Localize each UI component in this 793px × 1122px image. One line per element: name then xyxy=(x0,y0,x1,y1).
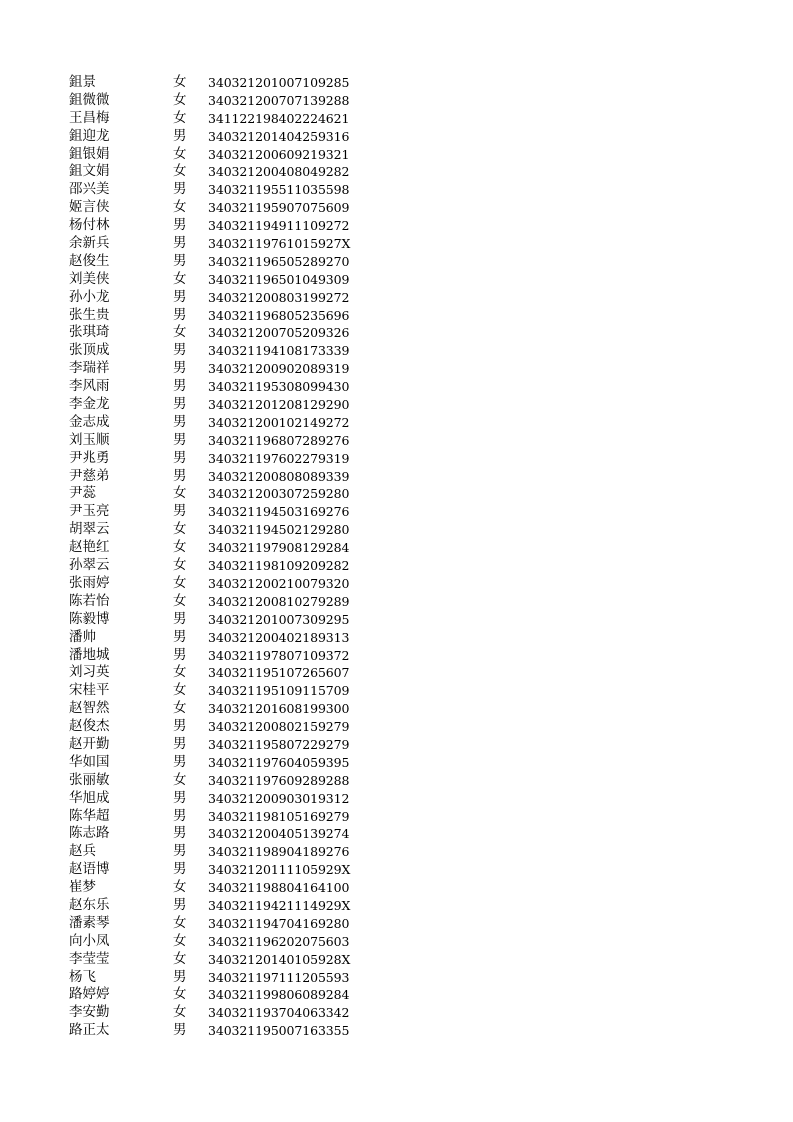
id-number-cell: 340321194108173339 xyxy=(208,343,350,359)
table-row xyxy=(0,503,793,521)
sex-cell: 男 xyxy=(173,843,187,860)
name-cell: 鉏景 xyxy=(69,74,96,90)
sex-cell: 男 xyxy=(173,610,187,627)
id-number-cell: 34032120140105928X xyxy=(208,951,351,967)
sex-cell: 男 xyxy=(173,861,187,878)
name-cell: 赵东乐 xyxy=(69,896,110,913)
name-cell: 孙小龙 xyxy=(69,288,110,305)
table-row xyxy=(0,378,793,396)
sex-cell: 男 xyxy=(173,181,187,198)
table-row xyxy=(0,718,793,736)
id-number-cell: 340321197609289288 xyxy=(208,772,350,788)
sex-cell: 女 xyxy=(173,986,187,1003)
table-row xyxy=(0,879,793,897)
sex-cell: 女 xyxy=(173,771,187,788)
name-cell: 李瑞祥 xyxy=(69,360,110,377)
name-cell: 赵俊生 xyxy=(69,252,110,269)
table-row xyxy=(0,808,793,826)
table-row xyxy=(0,647,793,665)
table-row xyxy=(0,736,793,754)
id-number-cell: 340321200810279289 xyxy=(208,593,350,609)
sex-cell: 男 xyxy=(173,288,187,305)
name-cell: 姬言侠 xyxy=(69,199,110,216)
table-row xyxy=(0,485,793,503)
sex-cell: 男 xyxy=(173,807,187,824)
name-cell: 张顶成 xyxy=(69,342,110,359)
sex-cell: 女 xyxy=(173,664,187,681)
id-number-cell: 340321200803199272 xyxy=(208,289,350,305)
table-row xyxy=(0,163,793,181)
sex-cell: 男 xyxy=(173,306,187,323)
sex-cell: 女 xyxy=(173,270,187,287)
sex-cell: 男 xyxy=(173,342,187,359)
id-number-cell: 340321200808089339 xyxy=(208,468,350,484)
name-cell: 张雨婷 xyxy=(69,574,110,591)
name-cell: 陈毅博 xyxy=(69,610,110,627)
id-number-cell: 340321194503169276 xyxy=(208,504,350,520)
name-cell: 潘素琴 xyxy=(69,914,110,931)
id-number-cell: 340321198904189276 xyxy=(208,844,350,860)
name-cell: 杨付林 xyxy=(69,217,110,234)
id-number-cell: 340321200408049282 xyxy=(208,164,350,180)
name-cell: 赵兵 xyxy=(69,843,96,860)
spreadsheet-table xyxy=(0,74,793,1040)
name-cell: 刘习英 xyxy=(69,664,110,681)
sex-cell: 女 xyxy=(173,199,187,216)
name-cell: 张生贵 xyxy=(69,306,110,323)
sex-cell: 女 xyxy=(173,592,187,609)
id-number-cell: 340321196202075603 xyxy=(208,933,350,949)
id-number-cell: 340321195511035598 xyxy=(208,182,350,198)
name-cell: 陈若怡 xyxy=(69,592,110,609)
sex-cell: 男 xyxy=(173,896,187,913)
name-cell: 余新兵 xyxy=(69,235,110,252)
id-number-cell: 340321196505289270 xyxy=(208,253,350,269)
name-cell: 李金龙 xyxy=(69,396,110,413)
id-number-cell: 34032119761015927X xyxy=(208,236,351,252)
sex-cell: 男 xyxy=(173,413,187,430)
name-cell: 鉏迎龙 xyxy=(69,127,110,144)
id-number-cell: 340321197807109372 xyxy=(208,647,350,663)
sex-cell: 女 xyxy=(173,574,187,591)
sex-cell: 女 xyxy=(173,914,187,931)
id-number-cell: 340321199806089284 xyxy=(208,987,350,1003)
id-number-cell: 34032120111105929X xyxy=(208,862,351,878)
id-number-cell: 340321195109115709 xyxy=(208,683,350,699)
id-number-cell: 340321201404259316 xyxy=(208,128,350,144)
table-row xyxy=(0,360,793,378)
name-cell: 华旭成 xyxy=(69,789,110,806)
name-cell: 赵智然 xyxy=(69,700,110,717)
id-number-cell: 340321195807229279 xyxy=(208,736,350,752)
id-number-cell: 340321197604059395 xyxy=(208,754,350,770)
table-row xyxy=(0,1004,793,1022)
id-number-cell: 340321201007109285 xyxy=(208,75,350,90)
sex-cell: 男 xyxy=(173,378,187,395)
name-cell: 尹玉亮 xyxy=(69,503,110,520)
name-cell: 金志成 xyxy=(69,413,110,430)
name-cell: 路婷婷 xyxy=(69,986,110,1003)
table-row xyxy=(0,986,793,1004)
sex-cell: 男 xyxy=(173,825,187,842)
sex-cell: 女 xyxy=(173,700,187,717)
id-number-cell: 340321194704169280 xyxy=(208,915,350,931)
id-number-cell: 340321200405139274 xyxy=(208,826,350,842)
table-row xyxy=(0,969,793,987)
sex-cell: 男 xyxy=(173,360,187,377)
sex-cell: 男 xyxy=(173,718,187,735)
sex-cell: 男 xyxy=(173,396,187,413)
table-row xyxy=(0,342,793,360)
table-row xyxy=(0,825,793,843)
sex-cell: 男 xyxy=(173,217,187,234)
name-cell: 张琪琦 xyxy=(69,324,110,341)
table-row xyxy=(0,539,793,557)
name-cell: 赵艳红 xyxy=(69,539,110,556)
sex-cell: 女 xyxy=(173,557,187,574)
table-row xyxy=(0,217,793,235)
name-cell: 潘帅 xyxy=(69,628,96,645)
id-number-cell: 340321200210079320 xyxy=(208,575,350,591)
id-number-cell: 340321195107265607 xyxy=(208,665,350,681)
id-number-cell: 340321200903019312 xyxy=(208,790,350,806)
name-cell: 刘玉顺 xyxy=(69,431,110,448)
id-number-cell: 340321200307259280 xyxy=(208,486,350,502)
table-row xyxy=(0,414,793,432)
name-cell: 鉏银娟 xyxy=(69,145,110,162)
table-row xyxy=(0,307,793,325)
table-row xyxy=(0,324,793,342)
id-number-cell: 340321200902089319 xyxy=(208,361,350,377)
table-row xyxy=(0,915,793,933)
id-number-cell: 340321200705209326 xyxy=(208,325,350,341)
table-row xyxy=(0,110,793,128)
id-number-cell: 340321198105169279 xyxy=(208,808,350,824)
name-cell: 杨飞 xyxy=(69,968,96,985)
sex-cell: 女 xyxy=(173,91,187,108)
sex-cell: 女 xyxy=(173,109,187,126)
table-row xyxy=(0,843,793,861)
table-row xyxy=(0,92,793,110)
name-cell: 赵开勤 xyxy=(69,735,110,752)
id-number-cell: 340321201608199300 xyxy=(208,701,350,717)
table-row xyxy=(0,432,793,450)
id-number-cell: 340321200102149272 xyxy=(208,414,350,430)
id-number-cell: 34032119421114929X xyxy=(208,897,351,913)
id-number-cell: 340321196805235696 xyxy=(208,307,350,323)
table-row xyxy=(0,933,793,951)
name-cell: 崔梦 xyxy=(69,879,96,896)
id-number-cell: 340321193704063342 xyxy=(208,1005,350,1021)
name-cell: 潘地城 xyxy=(69,646,110,663)
name-cell: 路正太 xyxy=(69,1022,110,1039)
name-cell: 鉏微微 xyxy=(69,91,110,108)
name-cell: 华如国 xyxy=(69,753,110,770)
sex-cell: 女 xyxy=(173,950,187,967)
id-number-cell: 340321194502129280 xyxy=(208,522,350,538)
table-row xyxy=(0,664,793,682)
name-cell: 胡翠云 xyxy=(69,521,110,538)
id-number-cell: 340321195007163355 xyxy=(208,1023,350,1039)
sex-cell: 女 xyxy=(173,879,187,896)
table-row xyxy=(0,521,793,539)
sex-cell: 男 xyxy=(173,449,187,466)
sex-cell: 男 xyxy=(173,467,187,484)
sex-cell: 女 xyxy=(173,1004,187,1021)
table-row xyxy=(0,199,793,217)
id-number-cell: 340321200609219321 xyxy=(208,146,350,162)
name-cell: 陈志路 xyxy=(69,825,110,842)
sex-cell: 女 xyxy=(173,539,187,556)
table-row xyxy=(0,253,793,271)
name-cell: 孙翠云 xyxy=(69,557,110,574)
table-row xyxy=(0,235,793,253)
table-row xyxy=(0,593,793,611)
id-number-cell: 340321195907075609 xyxy=(208,200,350,216)
sex-cell: 男 xyxy=(173,789,187,806)
sex-cell: 女 xyxy=(173,682,187,699)
sex-cell: 男 xyxy=(173,503,187,520)
table-row xyxy=(0,897,793,915)
table-row xyxy=(0,450,793,468)
id-number-cell: 340321197111205593 xyxy=(208,969,350,985)
sex-cell: 男 xyxy=(173,735,187,752)
sex-cell: 男 xyxy=(173,431,187,448)
sex-cell: 男 xyxy=(173,968,187,985)
name-cell: 李莹莹 xyxy=(69,950,110,967)
table-row xyxy=(0,289,793,307)
id-number-cell: 340321198109209282 xyxy=(208,558,350,574)
name-cell: 陈华超 xyxy=(69,807,110,824)
sex-cell: 女 xyxy=(173,932,187,949)
sex-cell: 男 xyxy=(173,235,187,252)
table-row xyxy=(0,146,793,164)
name-cell: 邵兴美 xyxy=(69,181,110,198)
sex-cell: 女 xyxy=(173,521,187,538)
table-row xyxy=(0,1022,793,1040)
sex-cell: 男 xyxy=(173,628,187,645)
table-row xyxy=(0,575,793,593)
table-row xyxy=(0,861,793,879)
id-number-cell: 340321197908129284 xyxy=(208,540,350,556)
name-cell: 王昌梅 xyxy=(69,109,110,126)
name-cell: 向小凤 xyxy=(69,932,110,949)
table-row xyxy=(0,468,793,486)
name-cell: 尹慈弟 xyxy=(69,467,110,484)
table-row xyxy=(0,128,793,146)
name-cell: 刘美侠 xyxy=(69,270,110,287)
id-number-cell: 340321195308099430 xyxy=(208,379,350,395)
name-cell: 张丽敏 xyxy=(69,771,110,788)
name-cell: 李风雨 xyxy=(69,378,110,395)
table-row xyxy=(0,396,793,414)
name-cell: 尹蕊 xyxy=(69,485,96,502)
table-row xyxy=(0,629,793,647)
table-row xyxy=(0,611,793,629)
id-number-cell: 340321201007309295 xyxy=(208,611,350,627)
name-cell: 宋桂平 xyxy=(69,682,110,699)
table-row xyxy=(0,74,793,92)
id-number-cell: 340321194911109272 xyxy=(208,218,350,234)
table-row xyxy=(0,682,793,700)
name-cell: 尹兆勇 xyxy=(69,449,110,466)
id-number-cell: 340321196807289276 xyxy=(208,432,350,448)
sex-cell: 女 xyxy=(173,145,187,162)
id-number-cell: 340321197602279319 xyxy=(208,450,350,466)
name-cell: 李安勤 xyxy=(69,1004,110,1021)
id-number-cell: 340321198804164100 xyxy=(208,880,350,896)
name-cell: 鉏文娟 xyxy=(69,163,110,180)
table-row xyxy=(0,772,793,790)
id-number-cell: 340321196501049309 xyxy=(208,271,350,287)
sex-cell: 女 xyxy=(173,485,187,502)
table-row xyxy=(0,700,793,718)
table-row xyxy=(0,557,793,575)
id-number-cell: 340321200402189313 xyxy=(208,629,350,645)
sex-cell: 男 xyxy=(173,753,187,770)
sex-cell: 女 xyxy=(173,163,187,180)
id-number-cell: 340321200802159279 xyxy=(208,719,350,735)
table-row xyxy=(0,951,793,969)
table-row xyxy=(0,790,793,808)
id-number-cell: 340321200707139288 xyxy=(208,92,350,108)
sex-cell: 女 xyxy=(173,74,187,90)
name-cell: 赵俊杰 xyxy=(69,718,110,735)
sex-cell: 男 xyxy=(173,1022,187,1039)
sex-cell: 男 xyxy=(173,646,187,663)
sex-cell: 男 xyxy=(173,252,187,269)
id-number-cell: 341122198402224621 xyxy=(208,110,350,126)
table-row xyxy=(0,754,793,772)
name-cell: 赵语博 xyxy=(69,861,110,878)
table-row xyxy=(0,271,793,289)
sex-cell: 男 xyxy=(173,127,187,144)
id-number-cell: 340321201208129290 xyxy=(208,397,350,413)
table-row xyxy=(0,181,793,199)
sex-cell: 女 xyxy=(173,324,187,341)
